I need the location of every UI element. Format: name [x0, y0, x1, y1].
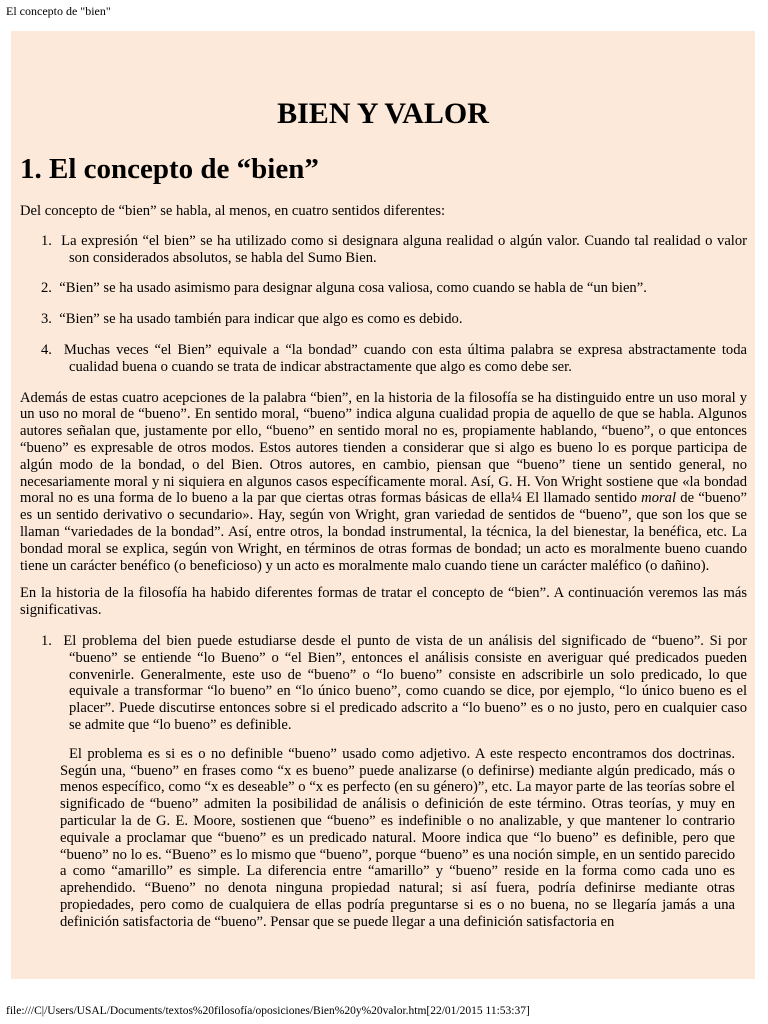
paragraph-text: Además de estas cuatro acepciones de la palabra “bien”, en la historia de la filosofía se ha distinguido entre un uso moral y un uso no moral de “bueno”. En sentido moral, “bueno” indica alguna cualidad propia de aquello de que se habla. Algunos autores señalan que, justamente por ello, “bueno” en sentido moral no es, propiamente hablando, “bueno”, o que entonces “bueno” es expresable de otros modos. Estos autores tienden a considerar que si algo es bueno lo es porque participa de algún modo de la bondad, o del Bien. Otros autores, en cambio, piensan que “bueno” tiene un sentido general, no necesariamente moral y ni siquiera en algunos casos específicamente moral. Así, G. H. Von Wright sostiene que «la bondad moral no es una forma de lo bueno a la par que ciertas otras formas básicas de ella¼ El llamado sentido: [20, 389, 747, 507]
list-item-number: 4.: [41, 341, 52, 358]
list-item-number: 3.: [41, 311, 52, 328]
section-title: 1. El concepto de “bien”: [20, 153, 319, 185]
list-item-text: El problema del bien puede estudiarse desde el punto de vista de un análisis del significado de “bueno”. Si por “bueno” se entiende “lo Bueno” o “el Bien”, entonces el análisis consiste en averiguar qué predicados pueden convenirle. Generalmente, este uso de “bueno” o “lo bueno” consiste en adscribirle un solo predicado, lo que equivale a transformar “lo bueno” en “lo único bueno”, como cuando se dice, por ejemplo, “lo único bueno es el placer”. Puede discutirse entonces sobre si el predicado adscrito a “lo bueno” es o no justo, pero en cualquier caso se admite que “lo bueno” es definible.: [63, 632, 747, 733]
page-title: BIEN Y VALOR: [277, 97, 489, 130]
paragraph-history: En la historia de la filosofía ha habido diferentes formas de tratar el concepto de “bien”. A continuación veremos las más significativas.: [20, 585, 747, 619]
document-body: [20, 203, 747, 930]
list-item-text: La expresión “el bien” se ha utilizado como si designara alguna realidad o algún valor. Cuando tal realidad o valor son considerados absolutos, se habla del Sumo Bien.: [61, 232, 748, 266]
list-item: [20, 342, 747, 376]
list-item-text: Muchas veces “el Bien” equivale a “la bondad” cuando con esta última palabra se expresa abstractamente toda cualidad buena o cuando se trata de indicar abstractamente que algo es como debe ser.: [63, 341, 748, 375]
list-item: [20, 633, 747, 734]
print-footer: file:///C|/Users/USAL/Documents/textos%20filosofía/oposiciones/Bien%20y%20valor.htm[22/01/2015 11:53:37]: [6, 1005, 530, 1017]
list-item-number: 2.: [41, 280, 52, 297]
list-item-text: “Bien” se ha usado también para indicar que algo es como es debido.: [59, 311, 463, 328]
list-item: [20, 280, 747, 297]
list-item-number: 1.: [41, 632, 52, 649]
italic-term: moral: [641, 490, 677, 507]
forms-list: [20, 633, 747, 734]
paragraph-text: El problema es si es o no definible “bueno” usado como adjetivo. A este respecto encontramos dos doctrinas. Según una, “bueno” en frases como “x es bueno” puede analizarse (o definirse) mediante algún predicado, más o menos específico, como “x es deseable” o “x es perfecto (en su género)”, etc. La mayor parte de las teorías sobre el significado de “bueno” admiten la posibilidad de análisis o definición de este término. Otras teorías, y muy en particular la de G. E. Moore, sostienen que “bueno” es indefinible o no analizable, y que mantener lo contrario equivale a proclamar que “bueno” es un predicado natural. Moore indica que “lo bueno” es definible, pero que “bueno” no lo es. “Bueno” es lo mismo que “bueno”, porque “bueno” es una noción simple, en un sentido parecido a como “amarillo” es simple. La diferencia entre “amarillo” y “bueno” reside en la forma como cada uno es aprehendido. “Bueno” no denota ninguna propiedad natural; si así fuera, podría definirse mediante otras propiedades, pero como de cualquiera de ellas podría preguntarse si es o no buena, no se llegaría jamás a una definición satisfactoria de “bueno”. Pensar que se puede llegar a una definición satisfactoria en: [60, 745, 735, 930]
paragraph-definability: [20, 746, 735, 931]
intro-paragraph: Del concepto de “bien” se habla, al menos, en cuatro sentidos diferentes:: [20, 203, 446, 219]
paragraph-moral-use: [20, 390, 747, 575]
document-page: [11, 31, 755, 979]
list-item: [20, 233, 747, 267]
paragraph-text: de “bueno” es un sentido derivativo o secundario». Hay, según von Wright, gran variedad de sentidos de “bueno”, que son los que se llaman “variedades de la bondad”. Así, entre otros, la bondad instrumental, la técnica, la del bienestar, la benéfica, etc. La bondad moral se explica, según von Wright, en términos de otras formas de bondad; un acto es moralmente bueno cuando tiene un carácter benéfico (o beneficioso) y un acto es moralmente malo cuando tiene un carácter maléfico (o dañino).: [20, 490, 747, 574]
print-header: El concepto de "bien": [6, 4, 111, 18]
senses-list: [20, 233, 747, 376]
list-item-number: 1.: [41, 232, 52, 249]
list-item-text: “Bien” se ha usado asimismo para designar alguna cosa valiosa, como cuando se habla de “un bien”.: [59, 280, 647, 297]
list-item: [20, 311, 747, 328]
